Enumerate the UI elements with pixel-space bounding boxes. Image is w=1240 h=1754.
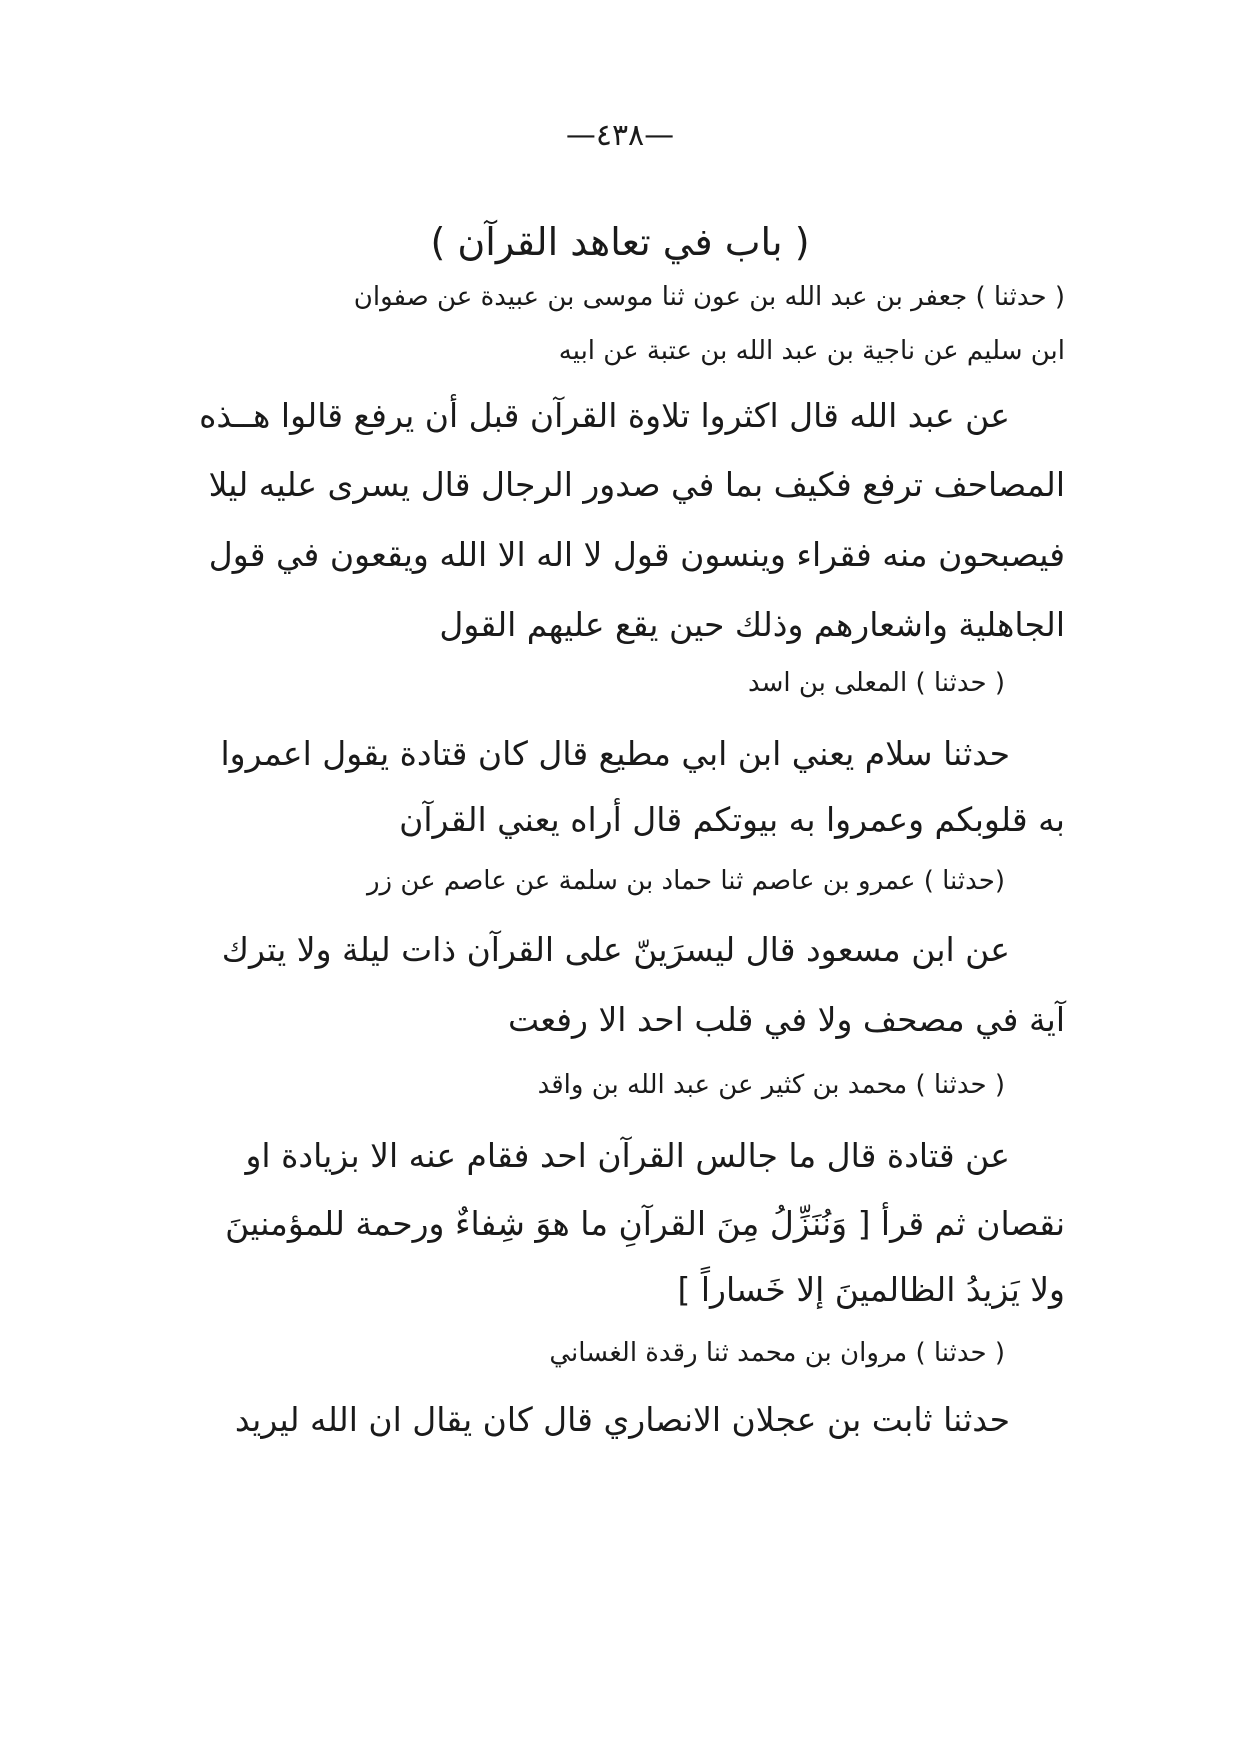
- text-line: ( حدثنا ) محمد بن كثير عن عبد الله بن واقد: [537, 1070, 1005, 1100]
- text-line: عن عبد الله قال اكثروا تلاوة القرآن قبل أن يرفع قالوا هــذه: [199, 396, 1010, 435]
- page-number: —٤٣٨—: [565, 118, 675, 153]
- chapter-title: ( باب في تعاهد القرآن ): [430, 220, 810, 264]
- text-line: الجاهلية واشعارهم وذلك حين يقع عليهم القول: [439, 605, 1065, 644]
- text-line: فيصبحون منه فقراء وينسون قول لا اله الا الله ويقعون في قول: [208, 535, 1065, 574]
- text-line: نقصان ثم قرأ [ وَنُنَزِّلُ مِنَ القرآنِ ما هوَ شِفاءٌ ورحمة للمؤمنينَ: [225, 1204, 1065, 1243]
- text-line: ( حدثنا ) جعفر بن عبد الله بن عون ثنا موسى بن عبيدة عن صفوان: [353, 282, 1065, 312]
- text-line: عن ابن مسعود قال ليسرَينّ على القرآن ذات ليلة ولا يترك: [221, 930, 1010, 969]
- text-line: عن قتادة قال ما جالس القرآن احد فقام عنه الا بزيادة او: [245, 1136, 1010, 1175]
- text-line: حدثنا ثابت بن عجلان الانصاري قال كان يقال ان الله ليريد: [234, 1400, 1010, 1439]
- text-line: حدثنا سلام يعني ابن ابي مطيع قال كان قتادة يقول اعمروا: [220, 734, 1010, 773]
- text-line: ولا يَزيدُ الظالمينَ إلا خَساراً ]: [677, 1270, 1065, 1309]
- text-line: ابن سليم عن ناجية بن عبد الله بن عتبة عن ابيه: [558, 336, 1065, 366]
- text-line: (حدثنا ) عمرو بن عاصم ثنا حماد بن سلمة عن عاصم عن زر: [366, 866, 1005, 896]
- text-line: به قلوبكم وعمروا به بيوتكم قال أراه يعني القرآن: [399, 800, 1065, 839]
- text-line: المصاحف ترفع فكيف بما في صدور الرجال قال يسرى عليه ليلا: [208, 465, 1065, 504]
- text-line: ( حدثنا ) المعلى بن اسد: [747, 668, 1005, 698]
- text-line: ( حدثنا ) مروان بن محمد ثنا رقدة الغساني: [549, 1338, 1005, 1368]
- text-line: آية في مصحف ولا في قلب احد الا رفعت: [507, 1000, 1065, 1039]
